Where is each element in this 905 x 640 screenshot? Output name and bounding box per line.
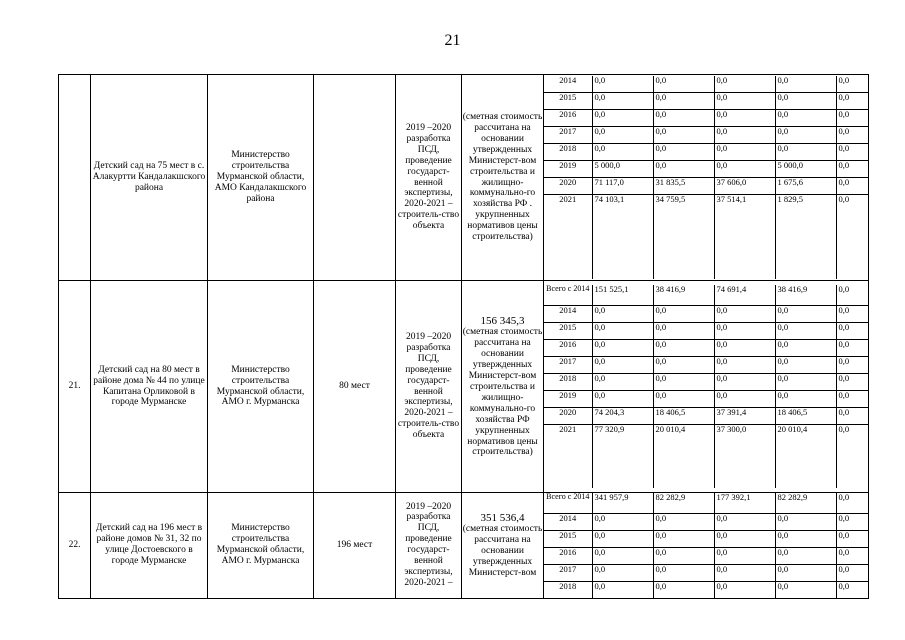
- year-label: 2015: [544, 322, 592, 339]
- value-federal: 0,0: [653, 581, 714, 598]
- value-federal: 0,0: [653, 564, 714, 581]
- year-label: 2018: [544, 144, 592, 161]
- value-local: 1 829,5: [775, 195, 836, 279]
- value-other: 0,0: [836, 356, 869, 373]
- value-regional: 0,0: [714, 547, 775, 564]
- value-local: 0,0: [775, 564, 836, 581]
- funding-row: [544, 161, 869, 178]
- funding-row: [544, 339, 869, 356]
- year-label: Всего с 2014: [544, 493, 592, 513]
- year-label: 2015: [544, 93, 592, 110]
- cost-cell: [462, 493, 544, 599]
- object-name: Детский сад на 196 мест в районе домов № 31, 32 по улице Достоевского в городе Мурманске: [91, 493, 208, 599]
- responsible-executor: Министерство строительства Мурманской области, АМО г. Мурманска: [208, 493, 314, 599]
- value-other: 0,0: [836, 285, 869, 305]
- value-regional: 0,0: [714, 581, 775, 598]
- year-label: 2017: [544, 564, 592, 581]
- capacity: 80 мест: [314, 281, 396, 493]
- stage-description: 2019 –2020 разработка ПСД, проведение государст-венной экспертизы, 2020-2021 – строитель-ство объекта: [396, 281, 462, 493]
- cost-note: (сметная стоимость рассчитана на основании утвержденных Министерст-вом строительства и жилищно-коммунально-го хозяйства РФ . укрупненных нормативов цены строительства): [462, 111, 543, 243]
- cost-total: 156 345,3: [480, 314, 525, 327]
- value-total: 0,0: [592, 110, 653, 127]
- value-other: 0,0: [836, 547, 869, 564]
- value-federal: 0,0: [653, 373, 714, 390]
- value-federal: 31 835,5: [653, 178, 714, 195]
- funding-table: [544, 493, 869, 598]
- value-federal: 0,0: [653, 305, 714, 322]
- value-total: 77 320,9: [592, 424, 653, 488]
- funding-row: [544, 144, 869, 161]
- value-total: 71 117,0: [592, 178, 653, 195]
- value-federal: 0,0: [653, 513, 714, 530]
- year-label: 2019: [544, 390, 592, 407]
- value-other: 0,0: [836, 161, 869, 178]
- year-label: 2016: [544, 547, 592, 564]
- cost-cell: [462, 75, 544, 281]
- funding-row: [544, 390, 869, 407]
- value-total: 0,0: [592, 547, 653, 564]
- cost-note: (сметная стоимость рассчитана на основании утвержденных Министерст-вом строительства и жилищно-коммунально-го хозяйства РФ укрупненных нормативов цены строительства): [462, 327, 543, 458]
- program-table: [58, 74, 869, 599]
- funding-row: [544, 581, 869, 598]
- value-federal: 0,0: [653, 76, 714, 93]
- value-total: 0,0: [592, 373, 653, 390]
- value-total: 0,0: [592, 322, 653, 339]
- funding-row: [544, 407, 869, 424]
- value-local: 0,0: [775, 581, 836, 598]
- value-local: 0,0: [775, 305, 836, 322]
- value-regional: 0,0: [714, 322, 775, 339]
- funding-row: [544, 564, 869, 581]
- value-other: 0,0: [836, 93, 869, 110]
- table-row: [59, 281, 869, 493]
- value-total: 5 000,0: [592, 161, 653, 178]
- funding-row: [544, 424, 869, 488]
- value-total: 0,0: [592, 127, 653, 144]
- year-label: 2021: [544, 424, 592, 488]
- object-name: Детский сад на 75 мест в с. Алакуртти Кандалакшского района: [91, 75, 208, 281]
- value-federal: 0,0: [653, 93, 714, 110]
- funding-table: [544, 285, 869, 488]
- value-federal: 18 406,5: [653, 407, 714, 424]
- value-local: 5 000,0: [775, 161, 836, 178]
- value-regional: 0,0: [714, 530, 775, 547]
- funding-row: [544, 195, 869, 279]
- value-federal: 38 416,9: [653, 285, 714, 305]
- value-other: 0,0: [836, 407, 869, 424]
- table-row: [59, 75, 869, 281]
- value-regional: 0,0: [714, 127, 775, 144]
- value-local: 0,0: [775, 390, 836, 407]
- year-label: 2014: [544, 513, 592, 530]
- capacity: [314, 75, 396, 281]
- value-other: 0,0: [836, 493, 869, 513]
- value-local: 18 406,5: [775, 407, 836, 424]
- value-local: 0,0: [775, 322, 836, 339]
- year-label: 2018: [544, 373, 592, 390]
- value-regional: 0,0: [714, 339, 775, 356]
- year-label: 2014: [544, 305, 592, 322]
- value-other: 0,0: [836, 76, 869, 93]
- value-federal: 0,0: [653, 322, 714, 339]
- value-regional: 0,0: [714, 76, 775, 93]
- value-total: 151 525,1: [592, 285, 653, 305]
- value-local: 20 010,4: [775, 424, 836, 488]
- value-total: 0,0: [592, 356, 653, 373]
- value-total: 341 957,9: [592, 493, 653, 513]
- funding-row: [544, 127, 869, 144]
- value-local: 82 282,9: [775, 493, 836, 513]
- value-total: 74 103,1: [592, 195, 653, 279]
- value-other: 0,0: [836, 373, 869, 390]
- value-regional: 37 606,0: [714, 178, 775, 195]
- value-other: 0,0: [836, 513, 869, 530]
- value-other: 0,0: [836, 424, 869, 488]
- year-label: 2014: [544, 76, 592, 93]
- value-other: 0,0: [836, 322, 869, 339]
- value-local: 0,0: [775, 373, 836, 390]
- value-federal: 0,0: [653, 144, 714, 161]
- value-total: 0,0: [592, 564, 653, 581]
- value-other: 0,0: [836, 564, 869, 581]
- year-label: 2016: [544, 339, 592, 356]
- value-regional: 0,0: [714, 305, 775, 322]
- value-local: 0,0: [775, 144, 836, 161]
- year-label: 2015: [544, 530, 592, 547]
- value-local: 0,0: [775, 530, 836, 547]
- value-total: 0,0: [592, 581, 653, 598]
- value-regional: 0,0: [714, 110, 775, 127]
- value-local: 0,0: [775, 547, 836, 564]
- value-federal: 34 759,5: [653, 195, 714, 279]
- value-regional: 37 300,0: [714, 424, 775, 488]
- funding-row: [544, 76, 869, 93]
- row-number: [59, 75, 91, 281]
- cost-total: 351 536,4: [480, 511, 525, 524]
- value-other: 0,0: [836, 127, 869, 144]
- page-number: 21: [444, 32, 461, 49]
- year-label: 2019: [544, 161, 592, 178]
- value-federal: 0,0: [653, 547, 714, 564]
- value-local: 0,0: [775, 339, 836, 356]
- value-regional: 177 392,1: [714, 493, 775, 513]
- value-local: 1 675,6: [775, 178, 836, 195]
- value-federal: 0,0: [653, 339, 714, 356]
- stage-description: 2019 –2020 разработка ПСД, проведение государст-венной экспертизы, 2020-2021 –: [396, 493, 462, 599]
- value-local: 0,0: [775, 93, 836, 110]
- value-local: 0,0: [775, 76, 836, 93]
- year-label: 2018: [544, 581, 592, 598]
- value-other: 0,0: [836, 110, 869, 127]
- value-other: 0,0: [836, 339, 869, 356]
- value-regional: 0,0: [714, 390, 775, 407]
- value-federal: 20 010,4: [653, 424, 714, 488]
- funding-row: [544, 93, 869, 110]
- funding-row: [544, 373, 869, 390]
- value-other: 0,0: [836, 144, 869, 161]
- value-regional: 0,0: [714, 93, 775, 110]
- value-federal: 0,0: [653, 127, 714, 144]
- value-regional: 37 514,1: [714, 195, 775, 279]
- stage-description: 2019 –2020 разработка ПСД, проведение государст-венной экспертизы, 2020-2021 – строитель-ство объекта: [396, 75, 462, 281]
- value-local: 0,0: [775, 127, 836, 144]
- value-total: 0,0: [592, 390, 653, 407]
- object-name: Детский сад на 80 мест в районе дома № 44 по улице Капитана Орликовой в городе Мурманске: [91, 281, 208, 493]
- funding-row: [544, 547, 869, 564]
- responsible-executor: Министерство строительства Мурманской области, АМО г. Мурманска: [208, 281, 314, 493]
- year-label: 2021: [544, 195, 592, 279]
- value-regional: 0,0: [714, 356, 775, 373]
- capacity: 196 мест: [314, 493, 396, 599]
- value-regional: 0,0: [714, 564, 775, 581]
- funding-cell: [544, 281, 869, 493]
- value-total: 0,0: [592, 144, 653, 161]
- year-label: Всего с 2014: [544, 285, 592, 305]
- funding-cell: [544, 75, 869, 281]
- value-other: 0,0: [836, 390, 869, 407]
- funding-row: [544, 513, 869, 530]
- funding-row: [544, 110, 869, 127]
- value-regional: 0,0: [714, 161, 775, 178]
- value-regional: 74 691,4: [714, 285, 775, 305]
- year-label: 2020: [544, 178, 592, 195]
- value-total: 0,0: [592, 513, 653, 530]
- year-label: 2017: [544, 356, 592, 373]
- row-number: 21.: [59, 281, 91, 493]
- funding-row: [544, 530, 869, 547]
- row-number: 22.: [59, 493, 91, 599]
- funding-row: [544, 305, 869, 322]
- value-federal: 0,0: [653, 530, 714, 547]
- cost-note: (сметная стоимость рассчитана на основании утвержденных Министерст-вом: [462, 524, 543, 578]
- funding-cell: [544, 493, 869, 599]
- value-total: 0,0: [592, 339, 653, 356]
- value-regional: 0,0: [714, 373, 775, 390]
- table-row: [59, 493, 869, 599]
- value-other: 0,0: [836, 530, 869, 547]
- year-label: 2017: [544, 127, 592, 144]
- value-federal: 0,0: [653, 110, 714, 127]
- funding-row: [544, 285, 869, 305]
- responsible-executor: Министерство строительства Мурманской области, АМО Кандалакшского района: [208, 75, 314, 281]
- value-regional: 0,0: [714, 513, 775, 530]
- value-regional: 0,0: [714, 144, 775, 161]
- funding-row: [544, 322, 869, 339]
- funding-row: [544, 356, 869, 373]
- year-label: 2016: [544, 110, 592, 127]
- funding-row: [544, 493, 869, 513]
- cost-cell: [462, 281, 544, 493]
- value-federal: 0,0: [653, 356, 714, 373]
- value-total: 0,0: [592, 76, 653, 93]
- value-regional: 37 391,4: [714, 407, 775, 424]
- year-label: 2020: [544, 407, 592, 424]
- funding-row: [544, 178, 869, 195]
- value-local: 0,0: [775, 513, 836, 530]
- value-local: 38 416,9: [775, 285, 836, 305]
- value-other: 0,0: [836, 305, 869, 322]
- value-total: 0,0: [592, 305, 653, 322]
- value-federal: 0,0: [653, 161, 714, 178]
- value-local: 0,0: [775, 356, 836, 373]
- value-total: 74 204,3: [592, 407, 653, 424]
- value-other: 0,0: [836, 195, 869, 279]
- value-local: 0,0: [775, 110, 836, 127]
- value-other: 0,0: [836, 581, 869, 598]
- value-total: 0,0: [592, 530, 653, 547]
- value-federal: 0,0: [653, 390, 714, 407]
- value-other: 0,0: [836, 178, 869, 195]
- value-total: 0,0: [592, 93, 653, 110]
- funding-table: [544, 76, 869, 279]
- value-federal: 82 282,9: [653, 493, 714, 513]
